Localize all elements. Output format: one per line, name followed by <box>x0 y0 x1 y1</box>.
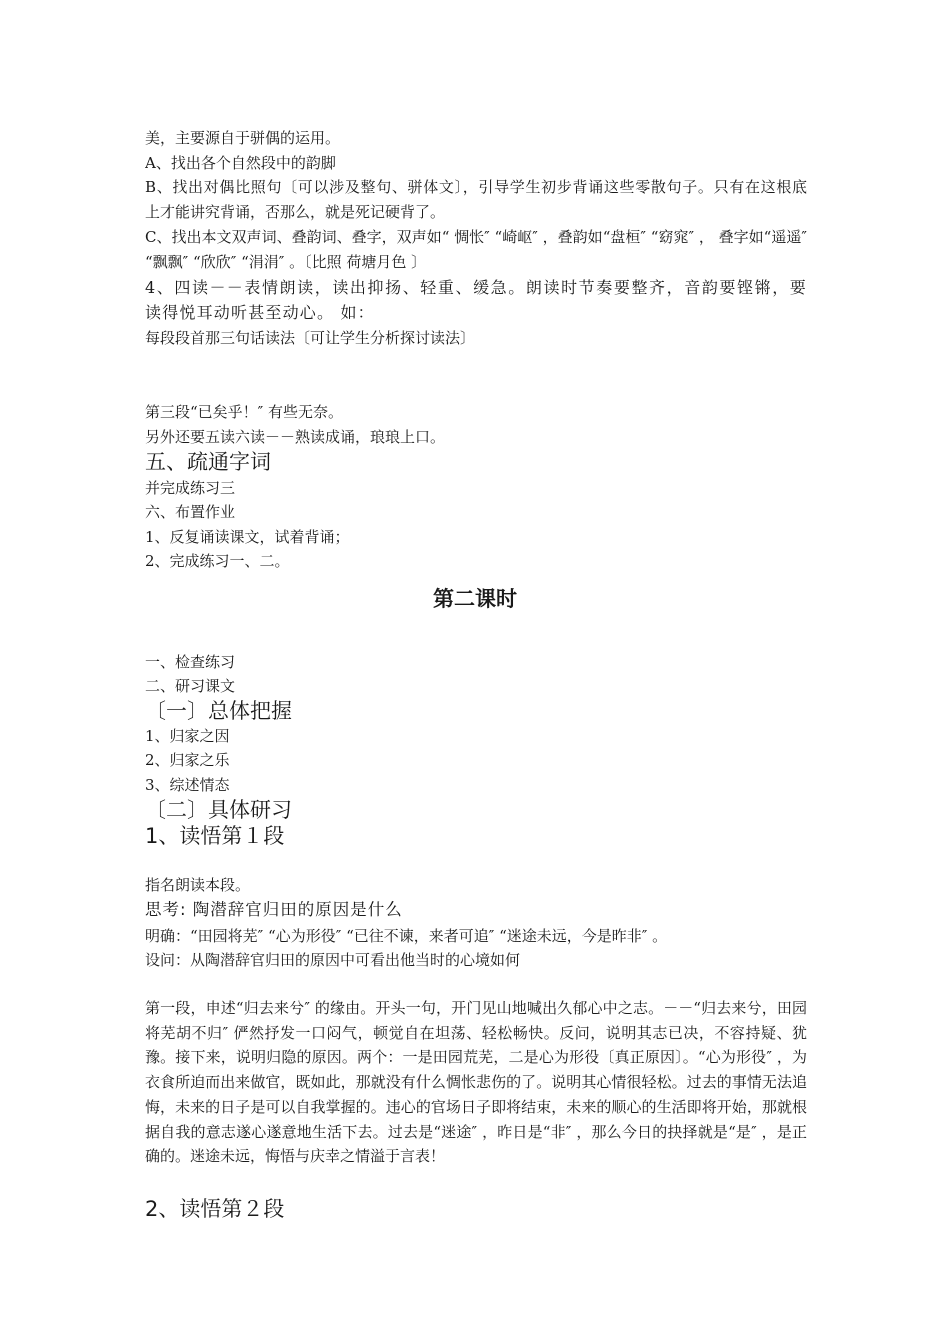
step-4: 4、四读－－表情朗读，读出抑扬、轻重、缓急。朗读时节奏要整齐，音韵要铿锵，要读得悦耳动听甚至动心。 如： <box>145 278 807 322</box>
think-question: 思考: 陶潜辞官归田的原因是什么 <box>145 900 403 919</box>
step-b: B、找出对偶比照句〔可以涉及整句、骈体文〕，引导学生初步背诵这些零散句子。只有在这根底 上才能讲究背诵，否那么，就是死记硬背了。 <box>145 178 853 221</box>
overall-item: 1、归家之因 <box>145 727 230 745</box>
section6-heading: 六、布置作业 <box>145 503 236 521</box>
overall-item: 3、综述情态 <box>145 776 230 794</box>
detail-sub1: 1、读悟第１段 <box>145 824 285 848</box>
answer-line: 明确：“田园将芜″ “心为形役″ “已往不谏，来者可追″ “迷途未远，今是昨非″ 。 <box>145 927 668 945</box>
step-c: C、找出本文双声词、叠韵词、叠字，双声如“ 惆怅″ “崎岖″ ，叠韵如“盘桓″ “窈窕″ ， 叠字如“遥遥″ “飘飘″ “欣欣″ “涓涓″ 。〔比照 荷塘月色 〕 <box>145 228 807 271</box>
read-aloud: 指名朗读本段。 <box>145 876 251 894</box>
step-a: A、找出各个自然段中的韵脚 <box>145 154 336 172</box>
reading-method: 每段段首那三句话读法〔可让学生分析探讨读法〕 <box>145 329 476 347</box>
section5-heading: 五、疏通字词 <box>145 450 271 474</box>
step-check: 一、检查练习 <box>145 653 236 671</box>
section5-sub: 并完成练习三 <box>145 479 236 497</box>
overall-heading: 〔一〕总体把握 <box>145 699 292 723</box>
para3-note: 第三段“已矣乎！″ 有些无奈。 <box>145 403 344 421</box>
detail-sub2: 2、读悟第２段 <box>145 1197 285 1221</box>
detail-heading: 〔二〕具体研习 <box>145 798 292 822</box>
homework-item: 1、反复诵读课文，试着背诵； <box>145 528 350 546</box>
overall-item: 2、归家之乐 <box>145 751 230 769</box>
step-study: 二、研习课文 <box>145 677 236 695</box>
lesson2-title: 第二课时 <box>433 587 517 611</box>
intro-line: 美，主要源自于骈偶的运用。 <box>145 129 341 147</box>
analysis-paragraph: 第一段，申述“归去来兮″ 的缘由。开头一句，开门见山地喊出久郁心中之志。－－“归去来兮，田园将芜胡不归″ 俨然抒发一口闷气，顿觉自在坦荡、轻松畅快。反问，说明其志已决，不容持疑、犹豫。接下来，说明归隐的原因。两个：一是田园荒芜，二是心为形役〔真正原因〕。“心为形役″ ，为衣食所迫而出来做官，既如此，那就没有什么惆怅悲伤的了。说明其心情很轻松。过去的事情无法追悔，未来的日子是可以自我掌握的。违心的官场日子即将结束，未来的顺心的生活即将开始，那就根据自我的意志遂心遂意地生活下去。过去是“迷途″ ，昨日是“非″ ，那么今日的抉择就是“是″ ，是正确的。迷途未远，悔悟与庆幸之情溢于言表！ <box>145 999 807 1166</box>
question-line: 设问：从陶潜辞官归田的原因中可看出他当时的心境如何 <box>145 951 521 969</box>
more-reading: 另外还要五读六读－－熟读成诵，琅琅上口。 <box>145 428 446 446</box>
homework-item: 2、完成练习一、二。 <box>145 552 290 570</box>
